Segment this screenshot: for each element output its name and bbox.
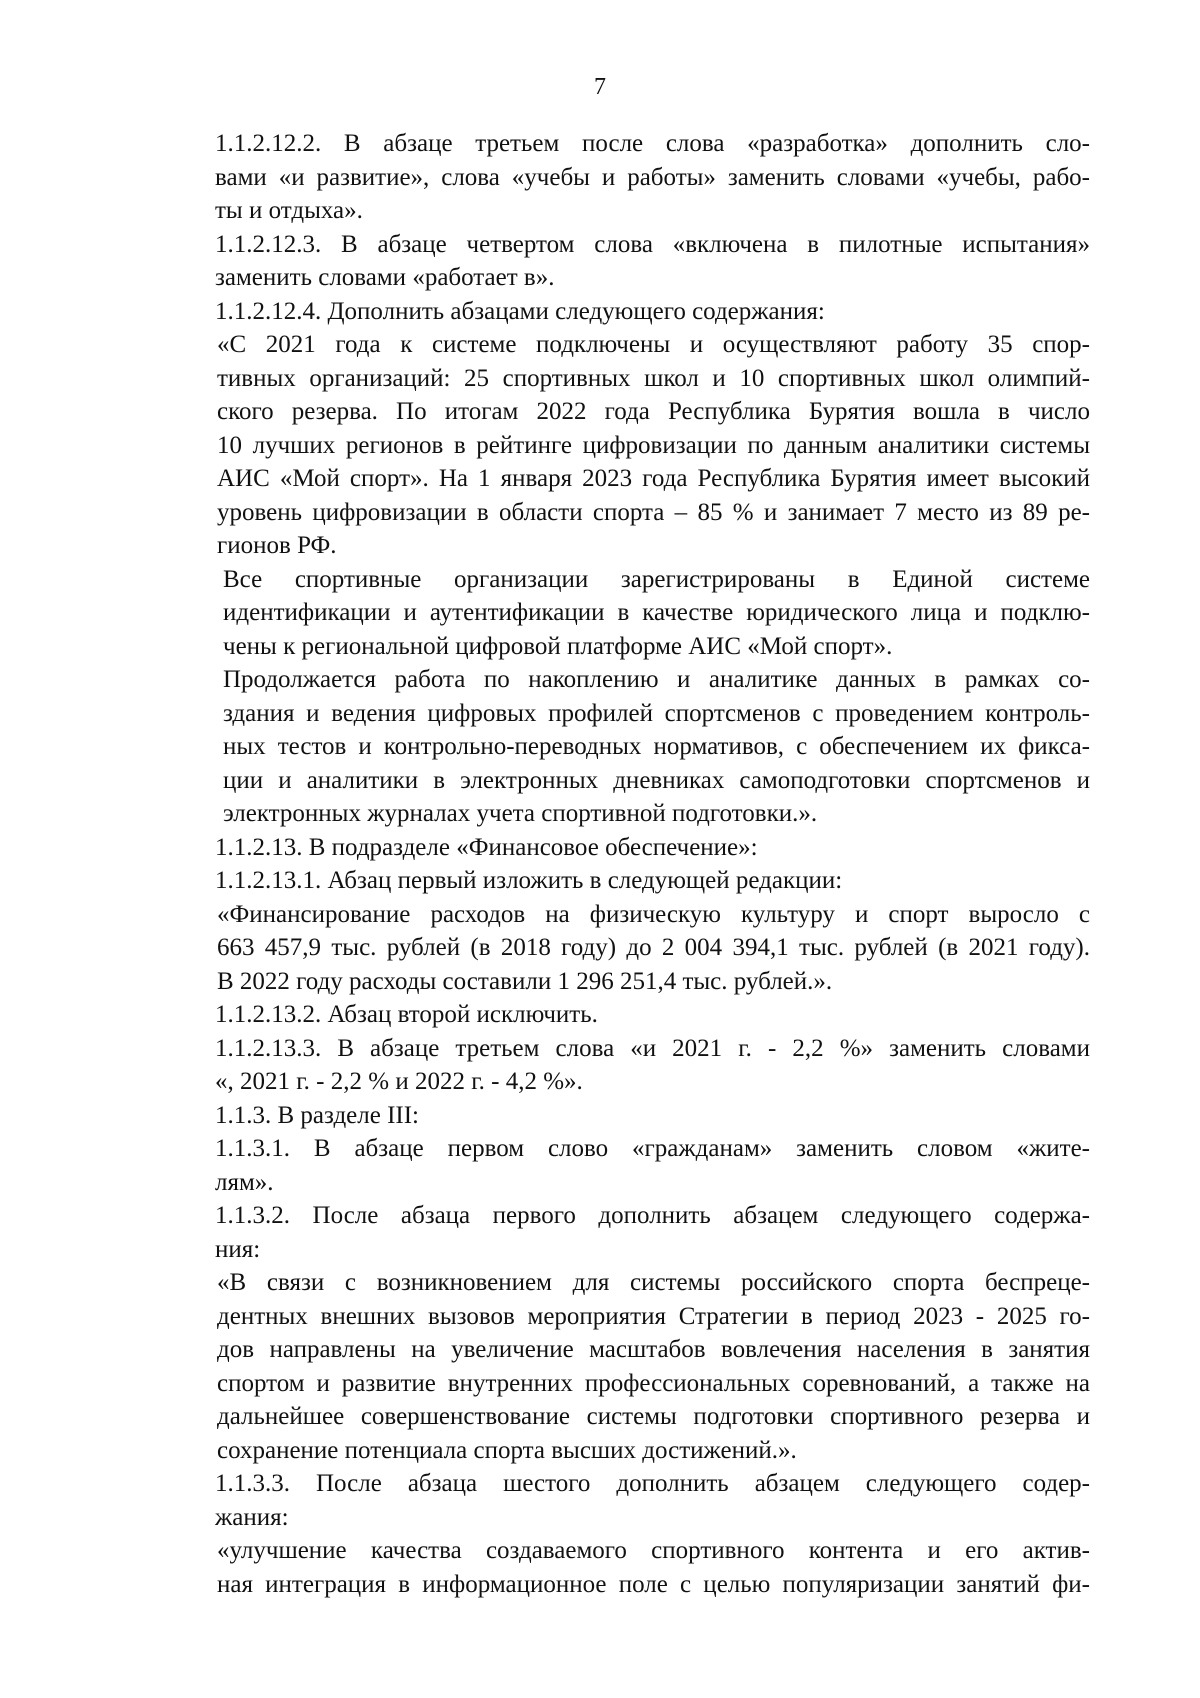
text-line: «, 2021 г. - 2,2 % и 2022 г. - 4,2 %». (215, 1068, 583, 1095)
text-line: 1.1.3.3. После абзаца шестого дополнить абзацем следующего содер- (215, 1470, 1090, 1497)
text-line: ных тестов и контрольно-переводных нормативов, с обеспечением их фикса- (223, 733, 1090, 760)
paragraph-p-1-1-3 (143, 1099, 1090, 1133)
paragraph-p-quote-2021 (143, 328, 1090, 563)
paragraph-p-1-1-3-1 (143, 1132, 1090, 1199)
text-line: 1.1.2.13. В подразделе «Финансовое обеспечение»: (215, 833, 758, 861)
text-line: тивных организаций: 25 спортивных школ и 10 спортивных школ олимпий- (217, 364, 1090, 392)
text-line: чены к региональной цифровой платформе АИС «Мой спорт». (223, 632, 893, 660)
text-line: ты и отдыха». (215, 197, 363, 224)
text-line: 1.1.3.1. В абзаце первом слово «гражданам» заменить словом «жите- (215, 1135, 1090, 1162)
paragraph-p-1-1-2-13-2 (143, 998, 1090, 1032)
text-line: жания: (215, 1503, 289, 1531)
text-line: дальнейшее совершенствование системы подготовки спортивного резерва и (217, 1403, 1090, 1430)
text-line: АИС «Мой спорт». На 1 января 2023 года Республика Бурятия имеет высокий (217, 465, 1090, 492)
text-line: 1.1.2.12.4. Дополнить абзацами следующего содержания: (215, 297, 825, 325)
text-line: идентификации и аутентификации в качестве юридического лица и подклю- (223, 599, 1090, 626)
paragraph-p-1-1-3-2 (143, 1199, 1090, 1266)
text-line: 1.1.2.13.3. В абзаце третьем слова «и 2021 г. - 2,2 %» заменить словами (215, 1034, 1090, 1062)
text-line: ная интеграция в информационное поле с целью популяризации занятий фи- (217, 1570, 1090, 1598)
text-line: электронных журналах учета спортивной подготовки.». (223, 800, 818, 827)
paragraph-p-1-1-2-12-2 (143, 127, 1090, 228)
text-line: ния: (215, 1235, 261, 1263)
text-line: лям». (215, 1168, 274, 1196)
paragraph-p-1-1-2-13-1 (143, 864, 1090, 898)
text-line: гионов РФ. (217, 532, 337, 559)
text-line: дов направлены на увеличение масштабов вовлечения населения в занятия (217, 1336, 1090, 1363)
text-line: дентных внешних вызовов мероприятия Стратегии в период 2023 - 2025 го- (217, 1302, 1090, 1330)
text-line: ского резерва. По итогам 2022 года Республика Бурятия вошла в число (217, 398, 1090, 425)
paragraph-p-1-1-2-13-3 (143, 1032, 1090, 1099)
text-line: вами «и развитие», слова «учебы и работы» заменить словами «учебы, рабо- (215, 163, 1090, 191)
text-line: заменить словами «работает в». (215, 264, 555, 291)
paragraph-p-quote-challenges (143, 1266, 1090, 1467)
paragraph-p-1-1-2-12-4 (143, 295, 1090, 329)
paragraph-p-quote-content (143, 1534, 1090, 1601)
text-line: здания и ведения цифровых профилей спортсменов с проведением контроль- (223, 699, 1090, 727)
paragraph-p-1-1-3-3 (143, 1467, 1090, 1534)
page-number: 7 (594, 74, 606, 100)
text-line: 1.1.3.2. После абзаца первого дополнить абзацем следующего содержа- (215, 1202, 1090, 1229)
text-line: уровень цифровизации в области спорта – 85 % и занимает 7 место из 89 ре- (217, 498, 1090, 526)
text-line: ции и аналитики в электронных дневниках самоподготовки спортсменов и (223, 766, 1090, 794)
text-line: «В связи с возникновением для системы российского спорта беспреце- (217, 1269, 1090, 1296)
text-line: Продолжается работа по накоплению и аналитике данных в рамках со- (223, 666, 1090, 693)
text-line: «улучшение качества создаваемого спортивного контента и его актив- (217, 1537, 1090, 1564)
text-line: Все спортивные организации зарегистрированы в Единой системе (223, 565, 1090, 593)
text-line: 663 457,9 тыс. рублей (в 2018 году) до 2 004 394,1 тыс. рублей (в 2021 году). (217, 934, 1090, 961)
text-line: «Финансирование расходов на физическую культуру и спорт выросло с (217, 900, 1090, 928)
text-line: сохранение потенциала спорта высших достижений.». (217, 1436, 797, 1464)
paragraph-p-1-1-2-13 (143, 831, 1090, 865)
paragraph-p-quote-financing (143, 898, 1090, 999)
text-line: В 2022 году расходы составили 1 296 251,4 тыс. рублей.». (217, 967, 833, 995)
text-line: «С 2021 года к системе подключены и осуществляют работу 35 спор- (217, 331, 1090, 358)
paragraph-p-continues (143, 663, 1090, 831)
text-line: 1.1.2.12.2. В абзаце третьем после слова «разработка» дополнить сло- (215, 130, 1090, 157)
paragraph-p-1-1-2-12-3 (143, 228, 1090, 295)
document-body (143, 127, 1090, 1601)
text-line: спортом и развитие внутренних профессиональных соревнований, а также на (217, 1369, 1090, 1397)
paragraph-p-all-orgs (143, 563, 1090, 664)
text-line: 1.1.2.13.2. Абзац второй исключить. (215, 1001, 598, 1028)
text-line: 1.1.2.12.3. В абзаце четвертом слова «включена в пилотные испытания» (215, 230, 1090, 258)
text-line: 1.1.3. В разделе III: (215, 1101, 420, 1129)
text-line: 1.1.2.13.1. Абзац первый изложить в следующей редакции: (215, 867, 843, 894)
text-line: 10 лучших регионов в рейтинге цифровизации по данным аналитики системы (217, 431, 1090, 459)
